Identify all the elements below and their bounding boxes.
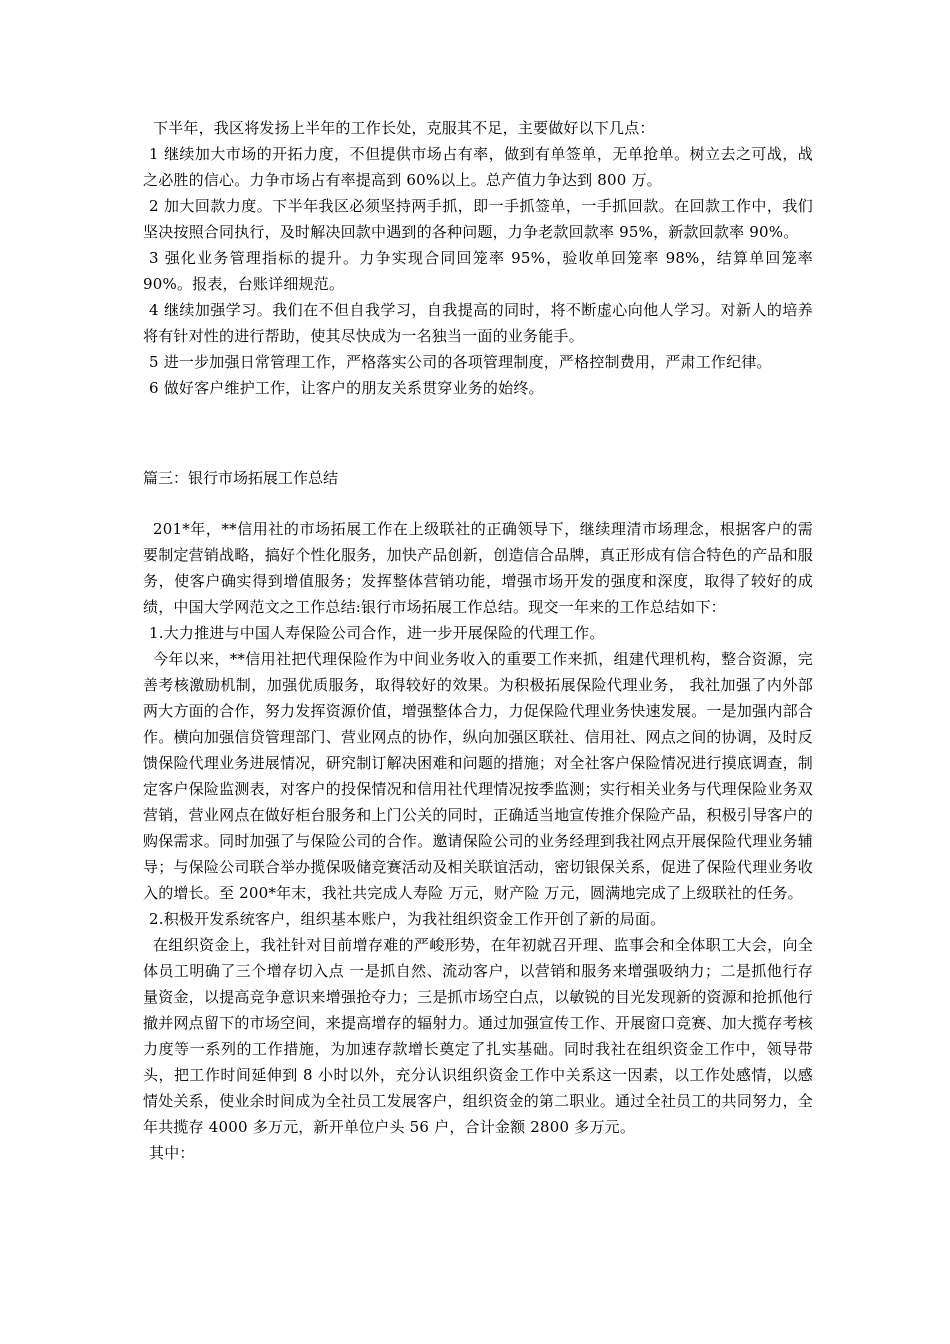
list-item-3: 3 强化业务管理指标的提升。力争实现合同回笼率 95%，验收单回笼率 98%，结算单回笼率 90%。报表，台账详细规范。 [143, 249, 813, 293]
list-item-4: 4 继续加强学习。我们在不但自我学习，自我提高的同时，将不断虚心向他人学习。对新人的培养将有针对性的进行帮助，使其尽快成为一名独当一面的业务能手。 [143, 301, 813, 345]
section-three-title: 篇三：银行市场拓展工作总结 [143, 469, 339, 487]
list-item-5: 5 进一步加强日常管理工作，严格落实公司的各项管理制度，严格控制费用，严肃工作纪律。 [149, 353, 772, 371]
list-item-2: 2 加大回款力度。下半年我区必须坚持两手抓，即一手抓签单，一手抓回款。在回款工作中，我们坚决按照合同执行，及时解决回款中遇到的各种问题，力争老款回款率 95%，新款回款率 90%。 [143, 197, 813, 241]
paragraph: 在组织资金上，我社针对目前增存难的严峻形势，在年初就召开理、监事会和全体职工大会，向全体员工明确了三个增存切入点 一是抓自然、流动客户，以营销和服务来增强吸纳力；二是抓他行存量资金，以提高竞争意识来增强抢夺力；三是抓市场空白点，以敏锐的目光发现新的资源和抢抓他行撤并网点留下的市场空间，来提高增存的辐射力。通过加强宣传工作、开展窗口竞赛、加大揽存考核力度等一系列的工作措施，为加速存款增长奠定了扎实基础。同时我社在组织资金工作中，领导带头，把工作时间延伸到 8 小时以外，充分认识组织资金工作中关系这一因素，以工作处感情，以感情处关系，使业余时间成为全社员工发展客户，组织资金的第二职业。通过全社员工的共同努力，全年共揽存 4000 多万元，新开单位户头 56 户，合计金额 2800 多万元。 [143, 936, 813, 1136]
list-item-6: 6 做好客户维护工作，让客户的朋友关系贯穿业务的始终。 [149, 379, 544, 397]
list-item-1: 1 继续加大市场的开拓力度，不但提供市场占有率，做到有单签单，无单抢单。树立去之可战，战之必胜的信心。力争市场占有率提高到 60%以上。总产值力争达到 800 万。 [143, 145, 813, 189]
paragraph: 其中： [149, 1144, 195, 1162]
section-three-body [143, 516, 813, 1166]
paragraph: 下半年，我区将发扬上半年的工作长处，克服其不足，主要做好以下几点： [153, 119, 655, 137]
subheading-1: 1.大力推进与中国人寿保险公司合作，进一步开展保险的代理工作。 [149, 624, 605, 642]
subheading-2: 2.积极开发系统客户，组织基本账户，为我社组织资金工作开创了新的局面。 [149, 910, 666, 928]
paragraph: 201*年，**信用社的市场拓展工作在上级联社的正确领导下，继续理清市场理念，根据客户的需要制定营销战略，搞好个性化服务，加快产品创新，创造信合品牌，真正形成有信合特色的产品和服务，使客户确实得到增值服务；发挥整体营销功能，增强市场开发的强度和深度，取得了较好的成绩，中国大学网范文之工作总结:银行市场拓展工作总结。现交一年来的工作总结如下： [143, 520, 813, 616]
paragraph: 今年以来，**信用社把代理保险作为中间业务收入的重要工作来抓，组建代理机构，整合资源，完善考核激励机制，加强优质服务，取得较好的效果。为积极拓展保险代理业务， 我社加强了内外部两大方面的合作，努力发挥资源价值，增强整体合力，力促保险代理业务快速发展。一是加强内部合作。横向加强信贷管理部门、营业网点的协作，纵向加强区联社、信用社、网点之间的协调，及时反馈保险代理业务进展情况，研究制订解决困难和问题的措施；对全社客户保险情况进行摸底调查，制定客户保险监测表，对客户的投保情况和信用社代理情况按季监测；实行相关业务与代理保险业务双营销，营业网点在做好柜台服务和上门公关的同时，正确适当地宣传推介保险产品，积极引导客户的购保需求。同时加强了与保险公司的合作。邀请保险公司的业务经理到我社网点开展保险代理业务辅导；与保险公司联合举办揽保吸储竞赛活动及相关联谊活动，密切银保关系，促进了保险代理业务收入的增长。至 200*年末，我社共完成人寿险 万元，财产险 万元，圆满地完成了上级联社的任务。 [143, 650, 813, 902]
section-two-body [143, 115, 813, 401]
